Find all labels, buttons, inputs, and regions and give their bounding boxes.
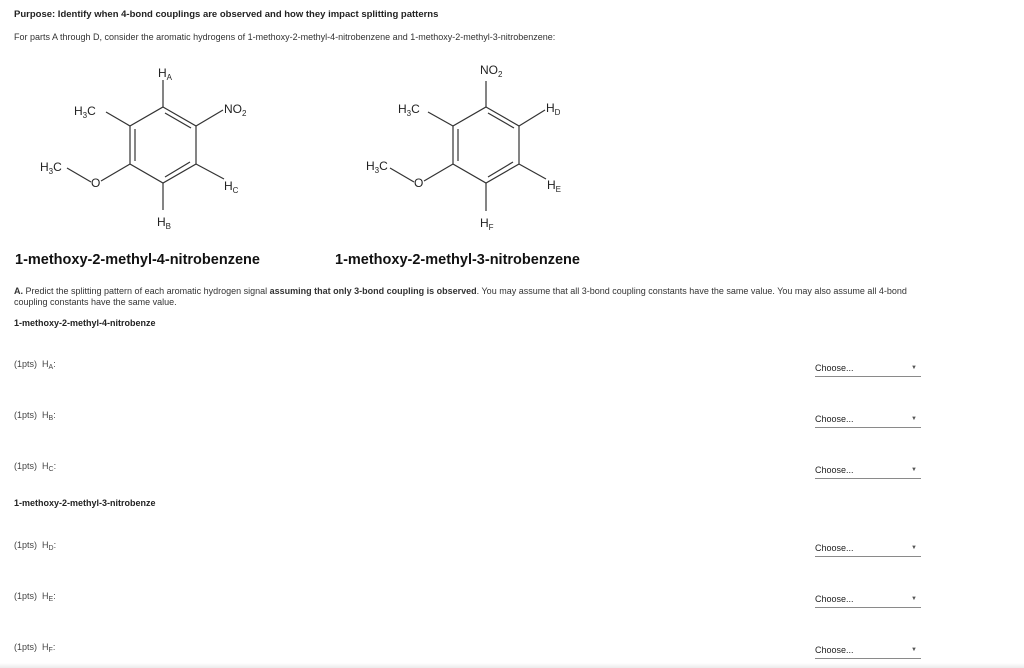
caret-down-icon: ▼ [911,365,917,371]
bottom-edge-shadow [0,663,1024,668]
label-hd: $H_D$ [546,101,561,117]
label-oxygen-left: O [91,176,101,190]
benzene-ring-right [390,81,546,211]
select-ha[interactable]: Choose... ▼ [815,363,921,377]
compound-name-left: 1-methoxy-2-methyl-4-nitrobenzene [15,252,260,268]
label-methyl-right: $H_3C$ [398,102,420,118]
label-no2-left: $NO_2$ [224,102,247,118]
section-title-2: 1-methoxy-2-methyl-3-nitrobenze [14,498,156,508]
label-methoxy-methyl-right: $H_3C$ [366,159,388,175]
instructions-text: For parts A through D, consider the aromatic hydrogens of 1-methoxy-2-methyl-4-nitrobenzene and 1-methoxy-2-methyl-3-nitrobenzene: [14,32,556,42]
caret-down-icon: ▼ [911,416,917,422]
question-label-hb: (1pts) $H_B$: [14,410,56,422]
caret-down-icon: ▼ [911,467,917,473]
label-he: $H_E$ [547,178,562,194]
label-hf: $H_F$ [480,216,494,232]
label-methoxy-methyl-left: $H_3C$ [40,160,62,176]
label-oxygen-right: O [414,176,424,190]
section-title-1: 1-methoxy-2-methyl-4-nitrobenze [14,318,156,328]
compound-name-right: 1-methoxy-2-methyl-3-nitrobenzene [335,252,580,268]
label-methyl-left: $H_3C$ [74,104,96,120]
label-ha: $H_A$ [158,66,173,82]
benzene-ring-left [67,80,224,210]
select-hb[interactable]: Choose... ▼ [815,414,921,428]
label-hc: $H_C$ [224,179,239,195]
select-hd[interactable]: Choose... ▼ [815,543,921,557]
purpose-text: Purpose: Identify when 4-bond couplings are observed and how they impact splitting patterns [14,9,439,20]
question-label-he: (1pts) $H_E$: [14,591,56,603]
select-hf[interactable]: Choose... ▼ [815,645,921,659]
label-no2-right: $NO_2$ [480,63,503,79]
caret-down-icon: ▼ [911,647,917,653]
structure-right [345,55,625,240]
caret-down-icon: ▼ [911,545,917,551]
label-hb: $H_B$ [157,215,172,231]
question-label-hf: (1pts) $H_F$: [14,642,56,654]
question-label-hc: (1pts) $H_C$: [14,461,57,473]
select-hc[interactable]: Choose... ▼ [815,465,921,479]
part-a-prompt: A. Predict the splitting pattern of each aromatic hydrogen signal assuming that only 3-bond coupling is observed. You may assume that all 3-bond coupling constants have the same value. You may also assume all 4-bond coupling constants have the same value. [14,286,907,307]
structure-left [20,55,300,240]
caret-down-icon: ▼ [911,596,917,602]
question-label-hd: (1pts) $H_D$: [14,540,57,552]
select-he[interactable]: Choose... ▼ [815,594,921,608]
question-label-ha: (1pts) $H_A$: [14,359,56,371]
